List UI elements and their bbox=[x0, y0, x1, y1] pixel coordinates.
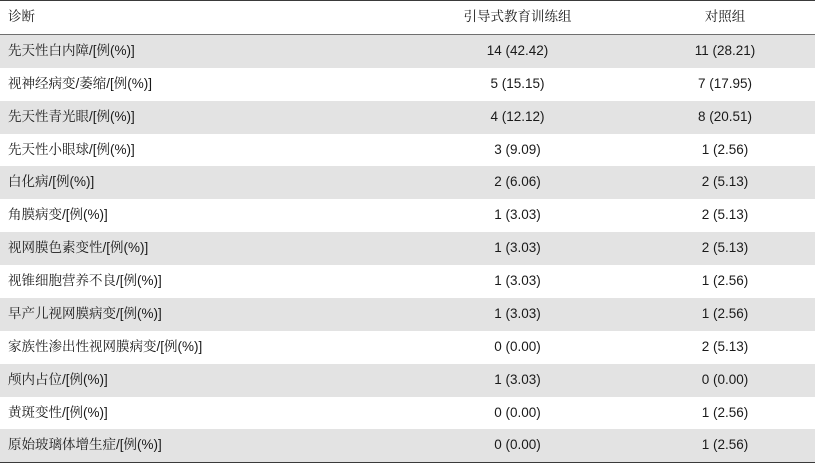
cell-group2: 7 (17.95) bbox=[635, 68, 815, 101]
cell-diagnosis: 家族性渗出性视网膜病变/[例(%)] bbox=[0, 331, 400, 364]
table-row bbox=[0, 134, 815, 167]
cell-diagnosis: 视神经病变/萎缩/[例(%)] bbox=[0, 68, 400, 101]
cell-diagnosis: 白化病/[例(%)] bbox=[0, 166, 400, 199]
cell-diagnosis: 黄斑变性/[例(%)] bbox=[0, 397, 400, 430]
cell-diagnosis: 先天性青光眼/[例(%)] bbox=[0, 101, 400, 134]
cell-diagnosis: 视锥细胞营养不良/[例(%)] bbox=[0, 265, 400, 298]
table-body bbox=[0, 34, 815, 462]
cell-group1: 1 (3.03) bbox=[400, 364, 635, 397]
column-header-diagnosis: 诊断 bbox=[0, 1, 400, 35]
cell-group2: 11 (28.21) bbox=[635, 34, 815, 67]
cell-group1: 5 (15.15) bbox=[400, 68, 635, 101]
cell-group2: 1 (2.56) bbox=[635, 134, 815, 167]
table-row bbox=[0, 298, 815, 331]
cell-group2: 1 (2.56) bbox=[635, 265, 815, 298]
table-row bbox=[0, 331, 815, 364]
cell-diagnosis: 视网膜色素变性/[例(%)] bbox=[0, 232, 400, 265]
cell-group1: 1 (3.03) bbox=[400, 199, 635, 232]
cell-group2: 1 (2.56) bbox=[635, 298, 815, 331]
cell-group1: 1 (3.03) bbox=[400, 265, 635, 298]
column-header-control-group: 对照组 bbox=[635, 1, 815, 35]
table-row bbox=[0, 68, 815, 101]
table-header-row bbox=[0, 1, 815, 35]
cell-group2: 1 (2.56) bbox=[635, 397, 815, 430]
cell-group1: 1 (3.03) bbox=[400, 232, 635, 265]
cell-group1: 4 (12.12) bbox=[400, 101, 635, 134]
cell-diagnosis: 先天性白内障/[例(%)] bbox=[0, 34, 400, 67]
column-header-guided-education-group: 引导式教育训练组 bbox=[400, 1, 635, 35]
cell-group1: 3 (9.09) bbox=[400, 134, 635, 167]
cell-group1: 0 (0.00) bbox=[400, 397, 635, 430]
cell-group2: 1 (2.56) bbox=[635, 429, 815, 462]
cell-group2: 8 (20.51) bbox=[635, 101, 815, 134]
table-row bbox=[0, 166, 815, 199]
table-row bbox=[0, 429, 815, 462]
table-row bbox=[0, 34, 815, 67]
cell-diagnosis: 早产儿视网膜病变/[例(%)] bbox=[0, 298, 400, 331]
cell-group2: 2 (5.13) bbox=[635, 199, 815, 232]
cell-diagnosis: 颅内占位/[例(%)] bbox=[0, 364, 400, 397]
table-row bbox=[0, 199, 815, 232]
cell-group1: 1 (3.03) bbox=[400, 298, 635, 331]
cell-group1: 0 (0.00) bbox=[400, 331, 635, 364]
table-header bbox=[0, 1, 815, 35]
cell-group2: 0 (0.00) bbox=[635, 364, 815, 397]
cell-diagnosis: 角膜病变/[例(%)] bbox=[0, 199, 400, 232]
cell-group1: 2 (6.06) bbox=[400, 166, 635, 199]
cell-group1: 14 (42.42) bbox=[400, 34, 635, 67]
cell-diagnosis: 先天性小眼球/[例(%)] bbox=[0, 134, 400, 167]
table-row bbox=[0, 101, 815, 134]
cell-diagnosis: 原始玻璃体增生症/[例(%)] bbox=[0, 429, 400, 462]
cell-group2: 2 (5.13) bbox=[635, 232, 815, 265]
table-row bbox=[0, 364, 815, 397]
cell-group2: 2 (5.13) bbox=[635, 166, 815, 199]
table-row bbox=[0, 265, 815, 298]
cell-group1: 0 (0.00) bbox=[400, 429, 635, 462]
table-row bbox=[0, 232, 815, 265]
cell-group2: 2 (5.13) bbox=[635, 331, 815, 364]
table-row bbox=[0, 397, 815, 430]
